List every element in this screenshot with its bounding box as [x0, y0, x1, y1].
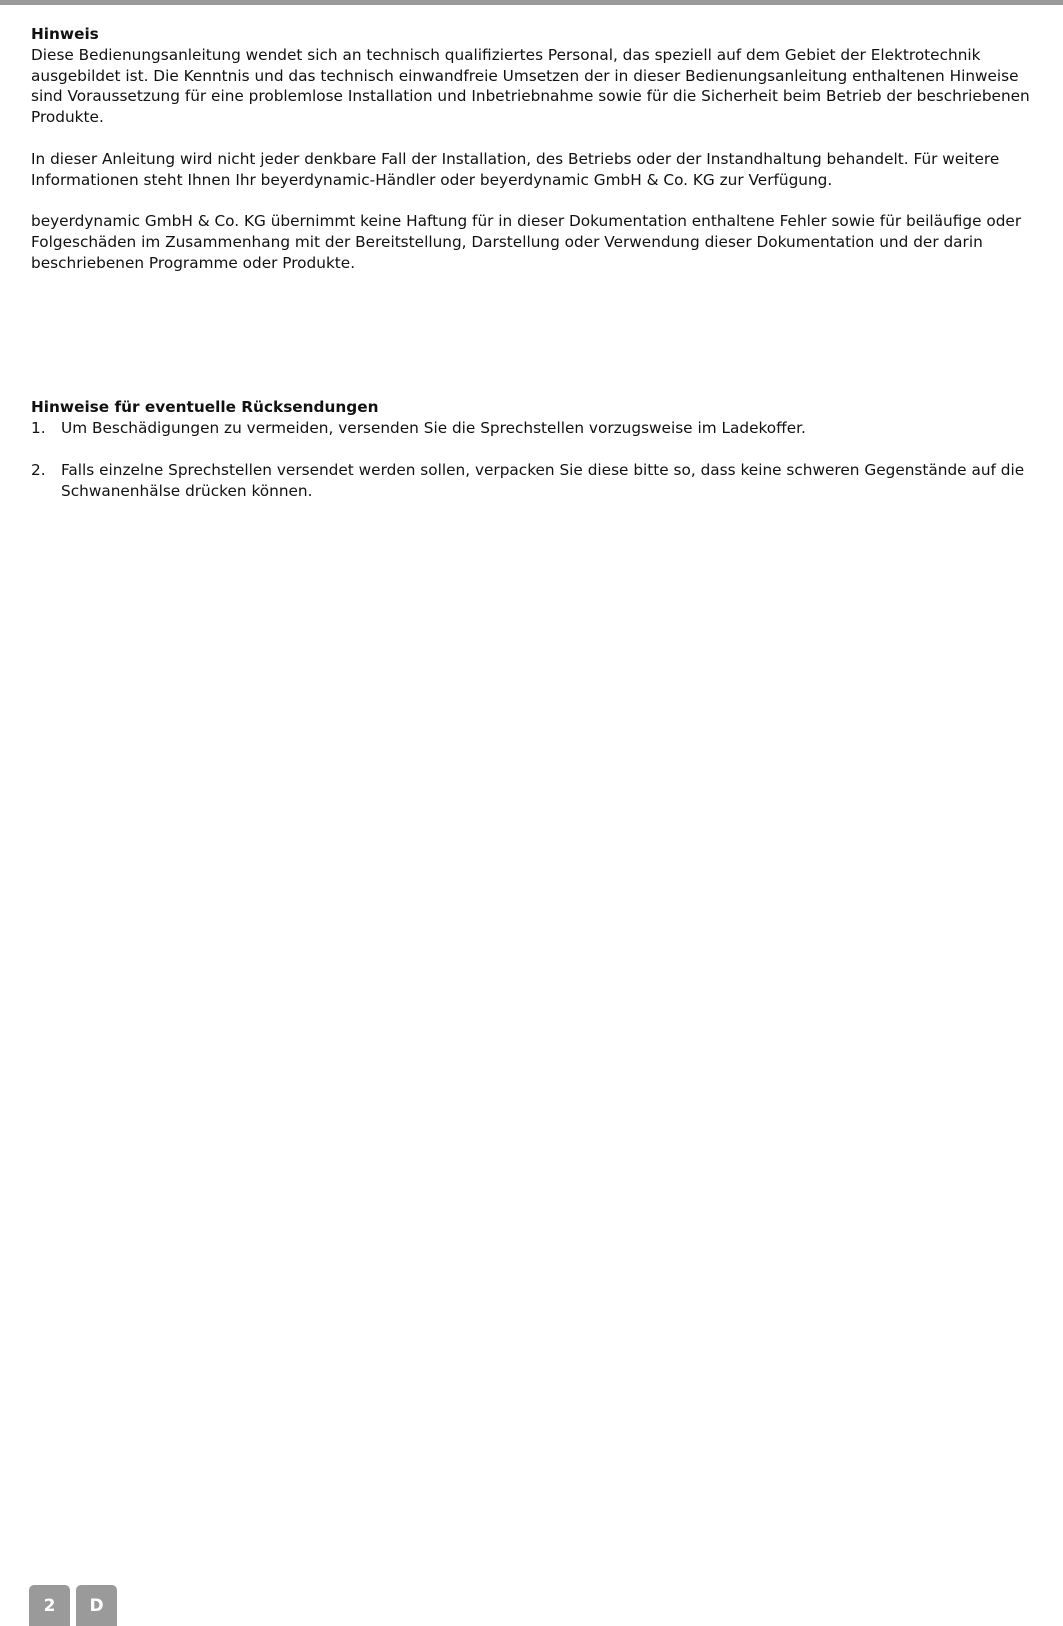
list-item-number: 1. [31, 419, 46, 438]
notice-heading: Hinweis [31, 25, 99, 43]
notice-paragraph: Diese Bedienungsanleitung wendet sich an technisch qualifiziertes Personal, das speziell auf dem Gebiet der Elektrotechnik ausgebildet ist. Die Kenntnis und das technisch einwandfreie Umsetzen der in dieser Bedienungsanleitung enthaltenen Hinweise sind Voraussetzung für eine problemlose Installation und Inbetriebnahme sowie für die Sicherheit beim Betrieb der beschriebenen Produkte. [31, 45, 1030, 127]
list-item-number: 2. [31, 460, 46, 479]
page-content [31, 24, 1041, 522]
notice-paragraph: In dieser Anleitung wird nicht jeder denkbare Fall der Installation, des Betriebs oder der Instandhaltung behandelt. Für weitere Informationen steht Ihnen Ihr beyerdynamic-Händler oder beyerdynamic GmbH & Co. KG zur Verfügung. [31, 149, 1000, 189]
list-item [31, 418, 1041, 439]
returns-section [31, 397, 1041, 501]
list-item-text: Falls einzelne Sprechstellen versendet werden sollen, verpacken Sie diese bitte so, dass keine schweren Gegenstände auf die Schwanenhälse drücken können. [61, 460, 1025, 500]
notice-paragraph: beyerdynamic GmbH & Co. KG übernimmt keine Haftung für in dieser Dokumentation enthaltene Fehler sowie für beiläufige oder Folgeschäden im Zusammenhang mit der Bereitstellung, Darstellung oder Verwendung dieser Dokumentation und der darin beschriebenen Programme oder Produkte. [31, 212, 1022, 272]
page-footer [29, 1585, 117, 1626]
list-item [31, 460, 1041, 502]
returns-heading: Hinweise für eventuelle Rücksendungen [31, 398, 379, 417]
notice-section [31, 24, 1041, 274]
returns-list [31, 418, 1041, 501]
section-gap [31, 294, 1041, 397]
language-tab: D [76, 1585, 117, 1626]
top-rule [0, 0, 1063, 5]
page-number-tab: 2 [29, 1585, 70, 1626]
list-item-text: Um Beschädigungen zu vermeiden, versenden Sie die Sprechstellen vorzugsweise im Ladekoffer. [61, 419, 806, 438]
